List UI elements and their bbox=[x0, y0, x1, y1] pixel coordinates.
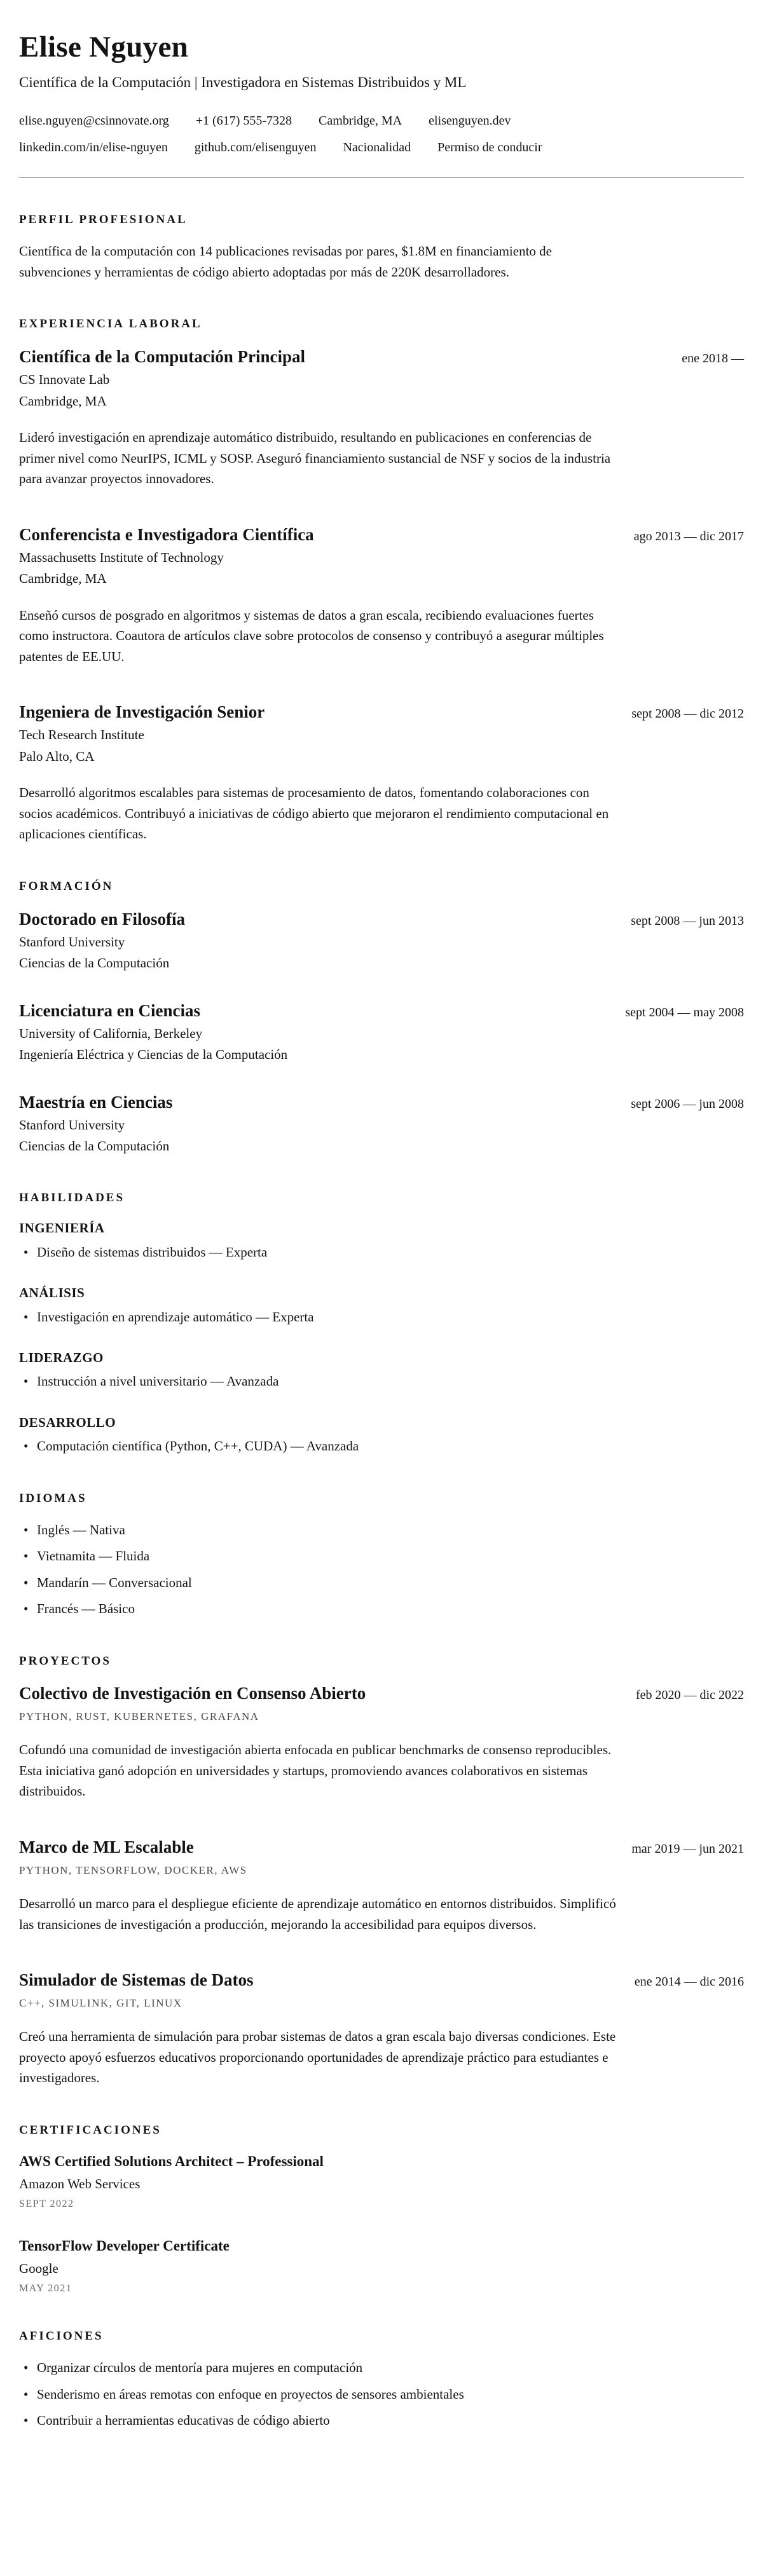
skill-group-name: INGENIERÍA bbox=[19, 1220, 105, 1236]
driving-license-label: Permiso de conducir bbox=[437, 140, 542, 154]
experience-item-header bbox=[19, 524, 744, 546]
project-item bbox=[19, 1969, 744, 2089]
school-name: University of California, Berkeley bbox=[19, 1025, 203, 1041]
education-item bbox=[19, 908, 744, 973]
section-skills bbox=[19, 1190, 744, 1457]
certification-item bbox=[19, 2152, 744, 2210]
experience-item bbox=[19, 346, 744, 489]
certification-issuer: Amazon Web Services bbox=[19, 2176, 141, 2191]
experience-item-header bbox=[19, 701, 744, 723]
certification-title: TensorFlow Developer Certificate bbox=[19, 2237, 230, 2254]
certification-date: MAY 2021 bbox=[19, 2283, 72, 2294]
job-location: Palo Alto, CA bbox=[19, 748, 95, 764]
hobby-list bbox=[19, 2358, 744, 2431]
job-company: Tech Research Institute bbox=[19, 727, 144, 743]
section-projects bbox=[19, 1654, 744, 2089]
skill-list bbox=[19, 1243, 744, 1263]
project-item bbox=[19, 1682, 744, 1802]
project-item-header bbox=[19, 1969, 744, 1991]
nationality-label: Nacionalidad bbox=[343, 140, 411, 154]
project-description: Desarrolló un marco para el despliegue eficiente de aprendizaje automático en entornos distribuidos. Simplificó las transiciones de investigación a producción, mejorando la accesibilidad para equipos diversos. bbox=[19, 1896, 616, 1932]
header-divider bbox=[19, 177, 744, 178]
hobby-item: • Organizar círculos de mentoría para mujeres en computación bbox=[19, 2358, 655, 2378]
project-item bbox=[19, 1836, 744, 1935]
project-keywords: PYTHON, TENSORFLOW, DOCKER, AWS bbox=[19, 1864, 247, 1877]
skill-group-name: ANÁLISIS bbox=[19, 1285, 85, 1301]
education-item bbox=[19, 1091, 744, 1156]
project-item-header bbox=[19, 1682, 744, 1705]
contact-row-2 bbox=[19, 138, 744, 157]
education-item-header bbox=[19, 1000, 744, 1022]
job-company: Massachusetts Institute of Technology bbox=[19, 549, 224, 565]
job-company: CS Innovate Lab bbox=[19, 372, 110, 388]
language-item: • Inglés — Nativa bbox=[19, 1520, 655, 1541]
skill-group bbox=[19, 1414, 744, 1457]
project-keywords: C++, SIMULINK, GIT, LINUX bbox=[19, 1997, 182, 2010]
section-heading-languages: IDIOMAS bbox=[19, 1491, 87, 1505]
section-heading-certifications: CERTIFICACIONES bbox=[19, 2123, 162, 2137]
profile-summary: Científica de la computación con 14 publicaciones revisadas por pares, $1.8M en financiamiento de subvenciones y herramientas de código abierto adoptadas por más de 220K desarrolladores. bbox=[19, 243, 552, 280]
certification-title: AWS Certified Solutions Architect – Professional bbox=[19, 2153, 324, 2169]
project-dates: feb 2020 — dic 2022 bbox=[636, 1688, 744, 1703]
website-link[interactable]: elisenguyen.dev bbox=[429, 113, 511, 128]
job-title: Conferencista e Investigadora Científica bbox=[19, 524, 314, 544]
section-certifications bbox=[19, 2123, 744, 2294]
project-description: Cofundó una comunidad de investigación abierta enfocada en publicar benchmarks de consenso reproducibles. Esta iniciativa ganó adopción en universidades y startups, promoviendo avances colaborativos en sistemas distribuidos. bbox=[19, 1742, 612, 1799]
project-dates: ene 2014 — dic 2016 bbox=[634, 1975, 744, 1989]
contact-row-1 bbox=[19, 111, 744, 130]
skill-group-name: LIDERAZGO bbox=[19, 1350, 104, 1366]
project-item-header bbox=[19, 1836, 744, 1858]
phone-number: +1 (617) 555-7328 bbox=[195, 113, 292, 128]
certification-item bbox=[19, 2237, 744, 2294]
headline: Científica de la Computación | Investigadora en Sistemas Distribuidos y ML bbox=[19, 74, 467, 91]
school-name: Stanford University bbox=[19, 1117, 125, 1133]
job-description: Desarrolló algoritmos escalables para sistemas de procesamiento de datos, fomentando colaboraciones con socios académicos. Contribuyó a iniciativas de código abierto que mejoraron el rendimiento computacional en aplicaciones científicas. bbox=[19, 785, 609, 842]
github-link[interactable]: github.com/elisenguyen bbox=[194, 140, 317, 154]
project-description: Creó una herramienta de simulación para probar sistemas de datos a gran escala bajo diversas condiciones. Este proyecto apoyó esfuerzos educativos proporcionando oportunidades de aprendizaje práctico para estudiantes e investigadores. bbox=[19, 2029, 616, 2086]
school-name: Stanford University bbox=[19, 934, 125, 950]
degree-title: Maestría en Ciencias bbox=[19, 1092, 173, 1112]
degree-dates: sept 2004 — may 2008 bbox=[625, 1005, 744, 1019]
skill-item: • Investigación en aprendizaje automático — Experta bbox=[19, 1307, 655, 1328]
field-of-study: Ciencias de la Computación bbox=[19, 955, 170, 971]
certification-issuer: Google bbox=[19, 2260, 58, 2276]
skill-list bbox=[19, 1436, 744, 1457]
language-item: • Mandarín — Conversacional bbox=[19, 1573, 655, 1593]
job-description: Enseñó cursos de posgrado en algoritmos y sistemas de datos a gran escala, recibiendo evaluaciones fuertes como instructora. Coautora de artículos clave sobre protocolos de consenso y contribuyó a asegurar múltiples patentes de EE.UU. bbox=[19, 607, 604, 664]
degree-dates: sept 2008 — jun 2013 bbox=[631, 913, 744, 928]
experience-item bbox=[19, 524, 744, 667]
skill-group bbox=[19, 1219, 744, 1262]
location-text: Cambridge, MA bbox=[319, 113, 402, 128]
section-heading-experience: EXPERIENCIA LABORAL bbox=[19, 317, 202, 331]
job-location: Cambridge, MA bbox=[19, 393, 107, 409]
project-title: Simulador de Sistemas de Datos bbox=[19, 1970, 254, 1990]
section-heading-skills: HABILIDADES bbox=[19, 1190, 125, 1204]
person-name: Elise Nguyen bbox=[19, 31, 189, 64]
linkedin-link[interactable]: linkedin.com/in/elise-nguyen bbox=[19, 140, 168, 154]
job-dates: ene 2018 — bbox=[682, 351, 744, 366]
job-description: Lideró investigación en aprendizaje automático distribuido, resultando en publicaciones en conferencias de primer nivel como NeurIPS, ICML y SOSP. Aseguró financiamiento sustancial de NSF y socios de la industria para avanzar proyectos innovadores. bbox=[19, 430, 611, 487]
project-title: Colectivo de Investigación en Consenso Abierto bbox=[19, 1684, 366, 1703]
section-heading-projects: PROYECTOS bbox=[19, 1654, 111, 1668]
section-experience bbox=[19, 317, 744, 845]
skill-item: • Diseño de sistemas distribuidos — Experta bbox=[19, 1243, 655, 1263]
job-dates: ago 2013 — dic 2017 bbox=[633, 529, 744, 543]
certification-date: SEPT 2022 bbox=[19, 2198, 74, 2209]
language-list bbox=[19, 1520, 744, 1619]
project-dates: mar 2019 — jun 2021 bbox=[631, 1842, 744, 1857]
degree-title: Doctorado en Filosofía bbox=[19, 909, 185, 929]
section-languages bbox=[19, 1491, 744, 1619]
job-dates: sept 2008 — dic 2012 bbox=[631, 707, 744, 721]
education-item bbox=[19, 1000, 744, 1065]
hobby-item: • Contribuir a herramientas educativas de código abierto bbox=[19, 2411, 655, 2431]
degree-dates: sept 2006 — jun 2008 bbox=[631, 1096, 744, 1111]
project-keywords: PYTHON, RUST, KUBERNETES, GRAFANA bbox=[19, 1710, 259, 1723]
education-item-header bbox=[19, 1091, 744, 1114]
skill-group-name: DESARROLLO bbox=[19, 1414, 116, 1430]
skill-item: • Instrucción a nivel universitario — Avanzada bbox=[19, 1372, 655, 1392]
project-title: Marco de ML Escalable bbox=[19, 1837, 194, 1857]
skill-group bbox=[19, 1349, 744, 1392]
field-of-study: Ingeniería Eléctrica y Ciencias de la Computación bbox=[19, 1047, 288, 1063]
section-education bbox=[19, 879, 744, 1156]
language-item: • Vietnamita — Fluida bbox=[19, 1546, 655, 1567]
language-item: • Francés — Básico bbox=[19, 1599, 655, 1619]
job-location: Cambridge, MA bbox=[19, 571, 107, 587]
email-link[interactable]: elise.nguyen@csinnovate.org bbox=[19, 113, 169, 128]
resume-header bbox=[19, 29, 744, 178]
skill-group bbox=[19, 1284, 744, 1327]
section-heading-education: FORMACIÓN bbox=[19, 880, 114, 893]
section-heading-hobbies: AFICIONES bbox=[19, 2329, 104, 2343]
experience-item-header bbox=[19, 346, 744, 368]
job-title: Científica de la Computación Principal bbox=[19, 347, 305, 367]
field-of-study: Ciencias de la Computación bbox=[19, 1138, 170, 1154]
degree-title: Licenciatura en Ciencias bbox=[19, 1000, 200, 1020]
section-heading-profile: PERFIL PROFESIONAL bbox=[19, 212, 188, 226]
skill-list bbox=[19, 1372, 744, 1392]
hobby-item: • Senderismo en áreas remotas con enfoque en proyectos de sensores ambientales bbox=[19, 2385, 655, 2405]
section-hobbies bbox=[19, 2329, 744, 2430]
skill-item: • Computación científica (Python, C++, CUDA) — Avanzada bbox=[19, 1436, 655, 1457]
skill-list bbox=[19, 1307, 744, 1328]
education-item-header bbox=[19, 908, 744, 930]
job-title: Ingeniera de Investigación Senior bbox=[19, 702, 265, 722]
experience-item bbox=[19, 701, 744, 845]
section-profile bbox=[19, 212, 744, 283]
